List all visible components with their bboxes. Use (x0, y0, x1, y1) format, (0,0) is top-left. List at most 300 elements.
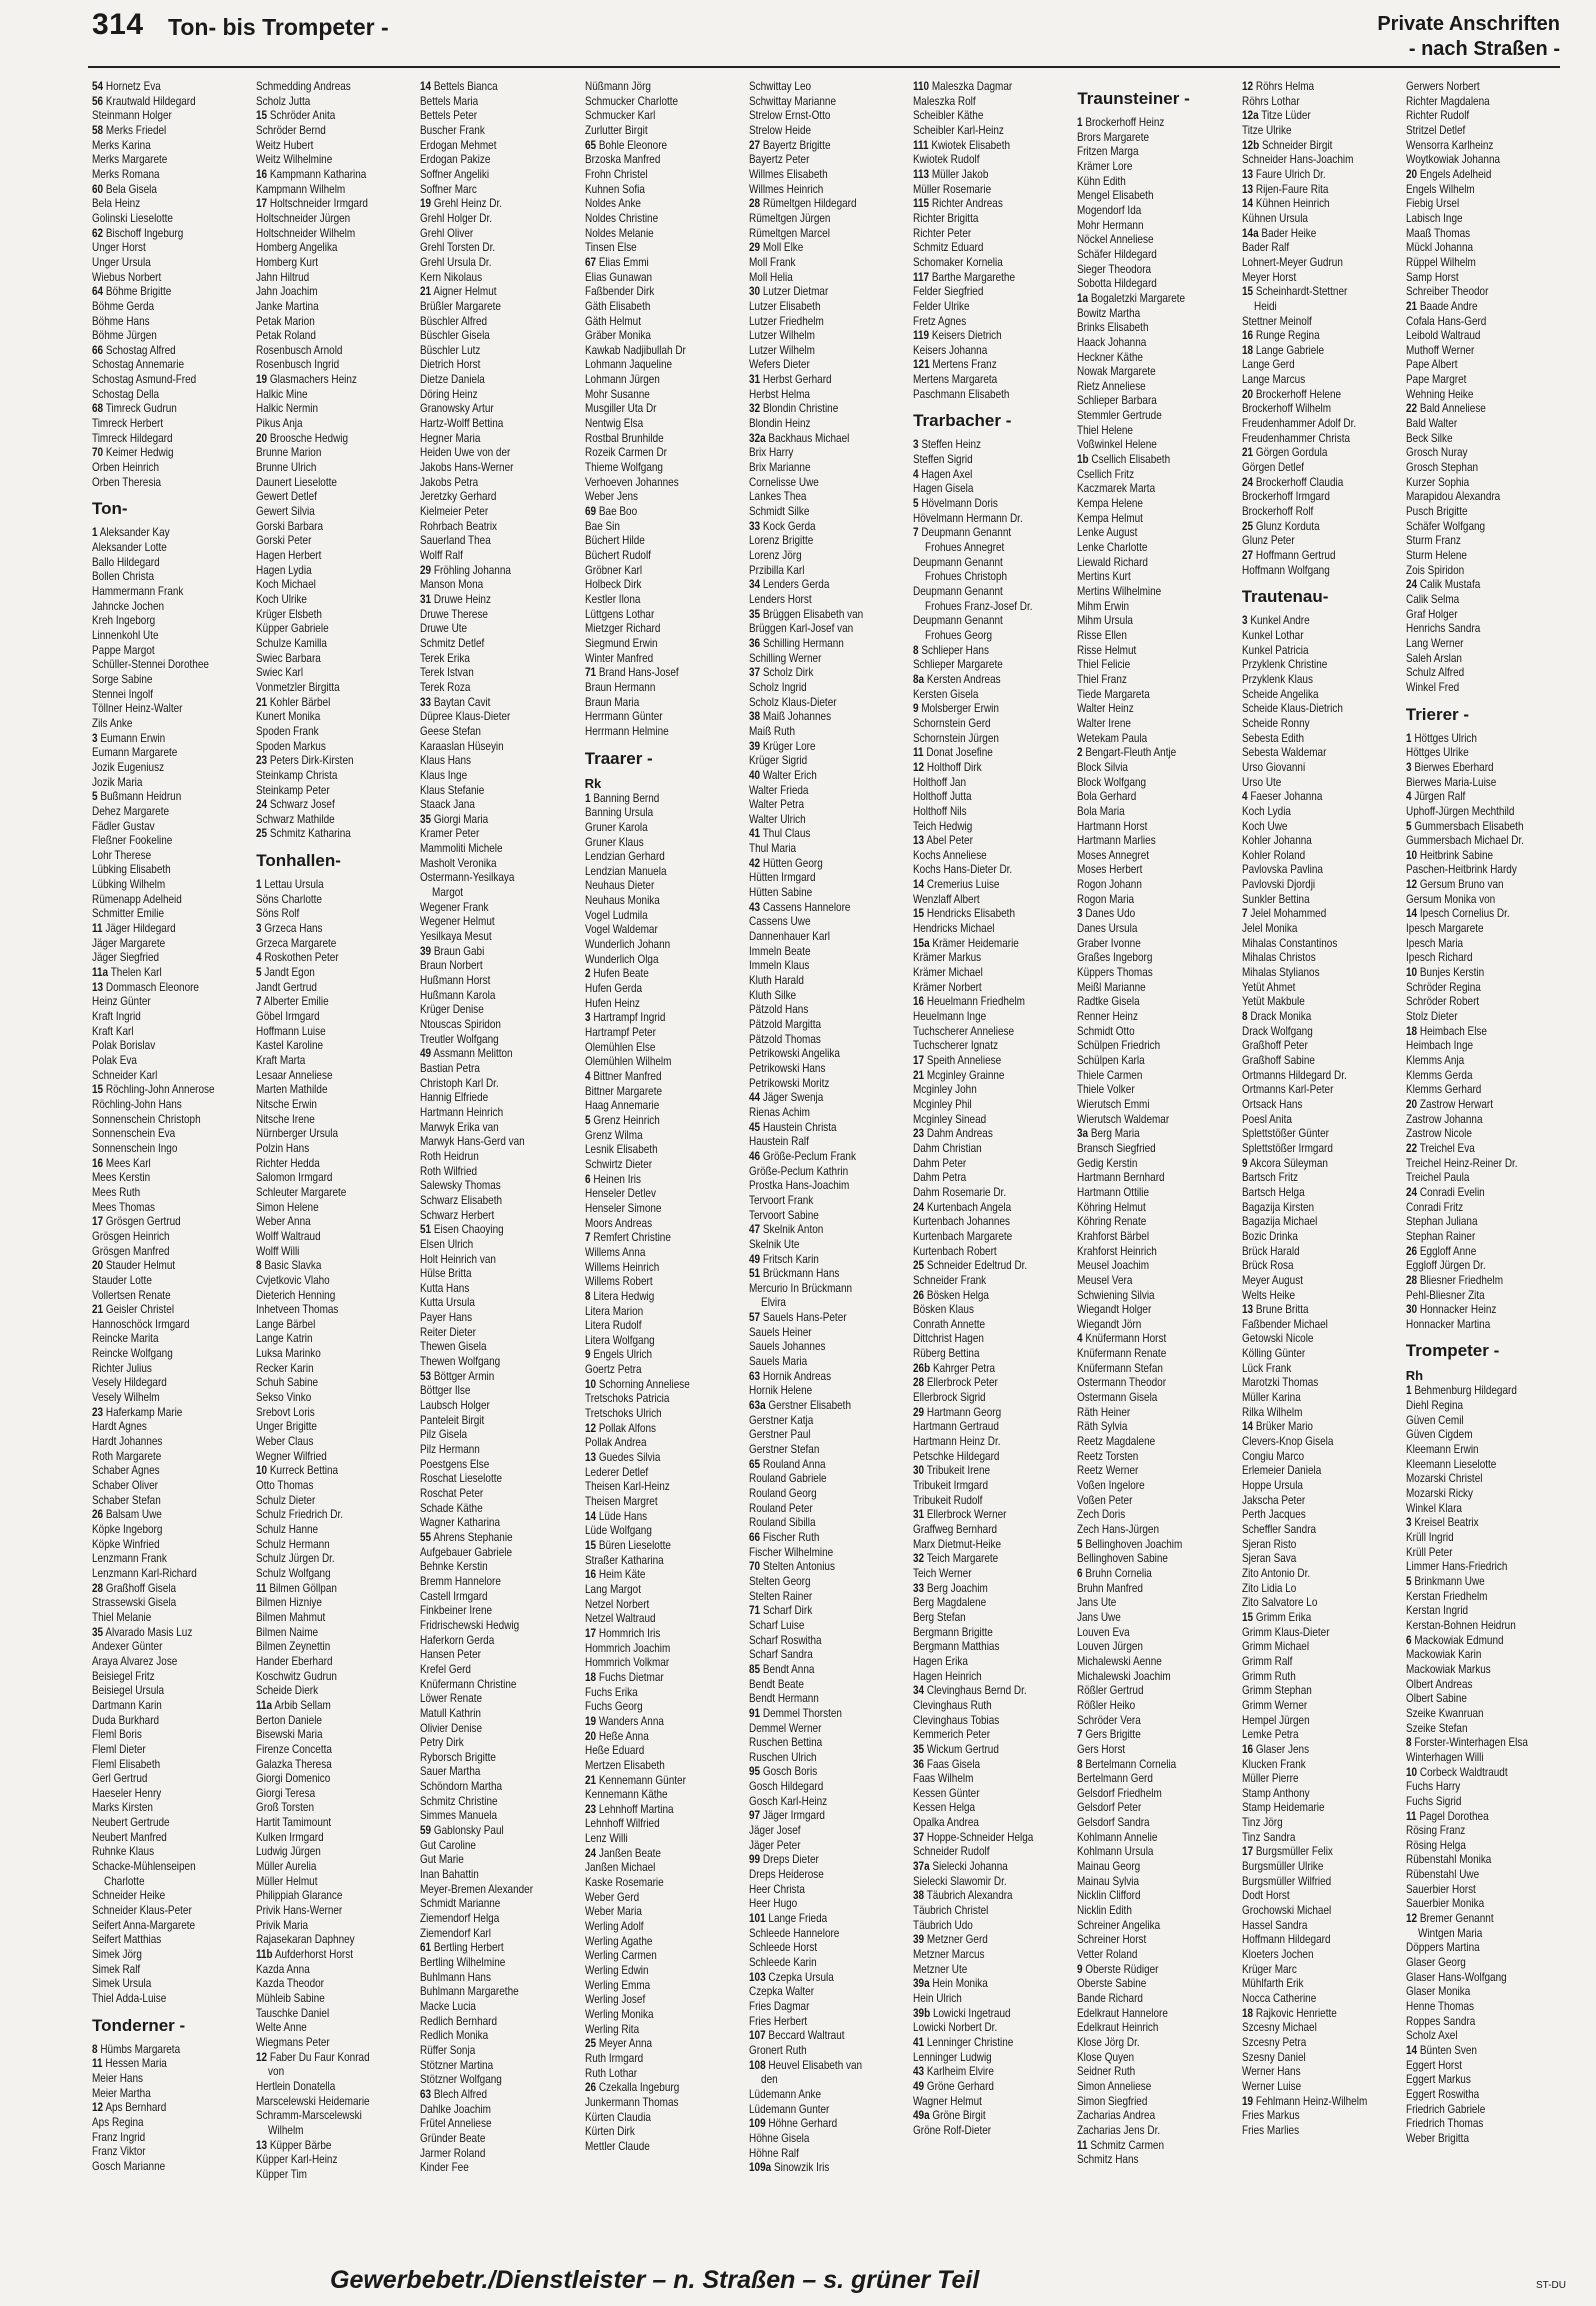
resident-name: Gruner Karola (584, 820, 648, 834)
resident-name: Heckner Käthe (1077, 350, 1144, 364)
resident-name: Sauer Martha (420, 1765, 481, 1779)
resident-name: Teich Hedwig (913, 819, 973, 833)
resident-name: Schmitz Eduard (913, 241, 984, 255)
resident-name: Brockerhoff Claudia (1255, 475, 1343, 489)
resident-name: Köhring Renate (1077, 1215, 1147, 1229)
list-item (1242, 1142, 1398, 1157)
resident-name: Woytkowiak Johanna (1405, 153, 1500, 167)
list-item (256, 1376, 412, 1391)
list-item (1242, 2036, 1398, 2051)
list-item (420, 930, 576, 945)
resident-name: Jakscha Peter (1241, 1493, 1305, 1507)
resident-name: Koch Ulrike (256, 592, 308, 606)
resident-name: Schwittay Leo (748, 80, 811, 93)
list-item (1406, 746, 1562, 761)
list-item (749, 1707, 905, 1722)
house-number: 15 (92, 1083, 104, 1097)
resident-name: Splettstößer Irmgard (1241, 1141, 1333, 1155)
house-number: 11 (256, 1581, 267, 1595)
page-footer (0, 2262, 1596, 2302)
list-item (1077, 1552, 1233, 1567)
list-item (256, 256, 412, 271)
list-item (92, 1435, 248, 1450)
list-item (1242, 1611, 1398, 1626)
list-item (1242, 937, 1398, 952)
house-number: 42 (748, 856, 760, 870)
list-item (913, 1626, 1069, 1641)
resident-name: Kersten Gisela (913, 687, 979, 701)
list-item (92, 124, 248, 139)
resident-name: Räth Sylvia (1077, 1420, 1128, 1434)
resident-name: Burgsmüller Wilfried (1241, 1874, 1331, 1888)
list-item (585, 1202, 741, 1217)
list-item (749, 813, 905, 828)
resident-name: Faas Wilhelm (913, 1772, 974, 1786)
resident-name: Schmidt Silke (748, 505, 810, 519)
resident-name: Mengel Elisabeth (1077, 189, 1154, 203)
list-item (913, 1699, 1069, 1714)
resident-name: Ludwig Jürgen (256, 1845, 322, 1859)
house-number: 39 (420, 944, 432, 958)
resident-name: Beisiegel Fritz (92, 1669, 155, 1683)
resident-name: Perth Jacques (1241, 1508, 1306, 1522)
resident-name: Clevers-Knop Gisela (1241, 1435, 1333, 1449)
list-item (256, 285, 412, 300)
resident-name: Baytan Cavit (434, 695, 491, 709)
resident-name: Treichel Heinz-Reiner Dr. (1405, 1156, 1518, 1170)
resident-name: Giorgi Teresa (256, 1786, 316, 1800)
house-number: 113 (913, 167, 930, 181)
resident-name: Stauder Lotte (92, 1273, 152, 1287)
list-item (420, 1238, 576, 1253)
resident-name: Klose Jörg Dr. (1077, 2035, 1140, 2049)
resident-name: Metzner Ute (913, 1962, 968, 1976)
resident-name: Radtke Gisela (1077, 995, 1140, 1009)
list-item (256, 1904, 412, 1919)
list-item (1406, 534, 1562, 549)
resident-name: Kohlmann Annelie (1077, 1830, 1158, 1844)
list-item (585, 388, 741, 403)
resident-name: Thiel Helene (1077, 423, 1134, 437)
resident-name: Haag Annemarie (584, 1099, 659, 1113)
resident-name: Deupmann Genannt (913, 555, 1003, 569)
list-item (256, 1318, 412, 1333)
resident-name: Sebesta Waldemar (1241, 746, 1326, 760)
list-item (1077, 2065, 1233, 2080)
resident-name: Steinmann Holger (92, 109, 172, 123)
house-number: 21 (1405, 299, 1417, 313)
resident-name: Steffen Sigrid (913, 453, 973, 467)
resident-name: Lange Bärbel (256, 1317, 316, 1331)
list-item (92, 644, 248, 659)
resident-name: Maiß Ruth (748, 724, 795, 738)
list-item (1242, 1332, 1398, 1347)
house-number: 24 (1405, 578, 1417, 592)
resident-name: Brück Rosa (1241, 1259, 1294, 1273)
list-item (256, 1743, 412, 1758)
resident-name: Haustein Ralf (748, 1135, 809, 1149)
resident-name: Bollen Christa (92, 570, 155, 584)
house-number: 26 (913, 1288, 925, 1302)
resident-name: Tiede Margareta (1077, 687, 1151, 701)
resident-name: Wegner Wilfried (256, 1449, 327, 1463)
resident-name: Timreck Hildegard (92, 431, 173, 445)
house-number: 70 (748, 1560, 760, 1574)
resident-name: Neuhaus Dieter (584, 879, 654, 893)
resident-name: Schwarz Elisabeth (420, 1193, 503, 1207)
resident-name: Richter Julius (92, 1361, 152, 1375)
resident-name: Calik Selma (1405, 592, 1459, 606)
resident-name: Seifert Matthias (92, 1933, 162, 1947)
house-number: 10 (1405, 848, 1417, 862)
house-number: 19 (1241, 2094, 1253, 2108)
resident-name: Zois Spiridon (1405, 563, 1464, 577)
list-item (1077, 1025, 1233, 1040)
resident-name: Jozik Maria (92, 775, 143, 789)
resident-name: Glaser Jens (1255, 1742, 1309, 1756)
list-item (585, 1979, 741, 1994)
resident-name: Lutzer Wilhelm (748, 329, 815, 343)
resident-name: Jakobs Hans-Werner (420, 461, 514, 475)
section-title (1377, 12, 1560, 62)
resident-name: Bergmann Brigitte (913, 1625, 993, 1639)
list-item (420, 212, 576, 227)
directory-column (585, 80, 741, 2252)
list-item (92, 1963, 248, 1978)
resident-name: Reincke Wolfgang (92, 1347, 173, 1361)
resident-name: Gröbner Karl (584, 563, 642, 577)
resident-name: Schöndorn Martha (420, 1780, 503, 1794)
resident-name: Gut Caroline (420, 1838, 477, 1852)
list-item (1242, 1098, 1398, 1113)
resident-name: Gorski Peter (256, 534, 312, 548)
resident-name: Thiele Carmen (1077, 1068, 1143, 1082)
list-item (1077, 1186, 1233, 1201)
list-item (92, 2145, 248, 2160)
resident-name: Grzeca Hans (264, 922, 323, 936)
list-item (1077, 673, 1233, 688)
list-item (92, 1919, 248, 1934)
resident-name: Jäger Swenja (762, 1091, 824, 1105)
list-item (1406, 417, 1562, 432)
list-item (256, 1977, 412, 1992)
resident-name: Mertens Margareta (913, 373, 998, 387)
list-item (420, 2117, 576, 2132)
list-item (1406, 344, 1562, 359)
resident-name: Schleede Horst (748, 1941, 818, 1955)
resident-name: Schornstein Gerd (913, 716, 991, 730)
resident-name: Simon Helene (256, 1200, 319, 1214)
list-item (585, 938, 741, 953)
resident-name: Braun Hermann (584, 680, 656, 694)
resident-name: Hoppe-Schneider Helga (926, 1830, 1034, 1844)
resident-name: Pilz Gisela (420, 1428, 468, 1442)
list-item (256, 564, 412, 579)
resident-name: Litera Marion (584, 1304, 643, 1318)
resident-name: Lohmann Jaqueline (584, 358, 672, 372)
house-number: 28 (1405, 1273, 1417, 1287)
list-item (1242, 1274, 1398, 1289)
list-item (1242, 1010, 1398, 1025)
list-item (585, 1612, 741, 1627)
resident-name: Keisers Johanna (913, 343, 988, 357)
resident-name: Werling Adolf (584, 1920, 644, 1934)
resident-name: Mcginley Grainne (926, 1068, 1005, 1082)
list-item (913, 2095, 1069, 2110)
list-item (1242, 1948, 1398, 1963)
list-item (913, 1611, 1069, 1626)
resident-name: Hoffmann Gertrud (1255, 549, 1336, 562)
list-item (1406, 1230, 1562, 1245)
list-item (1406, 790, 1562, 805)
list-item (256, 893, 412, 908)
resident-name: Faeser Johanna (1249, 790, 1322, 804)
list-item (1242, 1186, 1398, 1201)
resident-name: Tinsen Else (584, 241, 637, 255)
list-item (420, 1033, 576, 1048)
list-item (1242, 1069, 1398, 1084)
resident-name: Grösgen Manfred (92, 1244, 170, 1258)
list-item (1406, 1985, 1562, 2000)
list-item (1406, 1941, 1562, 1956)
list-item (1406, 300, 1562, 315)
resident-name: Heße Anna (598, 1729, 649, 1743)
resident-name: Bettels Peter (420, 109, 478, 123)
list-item (420, 1780, 576, 1795)
list-item (420, 1619, 576, 1634)
resident-name: Brockerhoff Irmgard (1241, 490, 1330, 504)
resident-name: Lenders Horst (748, 592, 812, 606)
resident-name: Panteleit Birgit (420, 1413, 485, 1427)
list-item (1077, 1860, 1233, 1875)
list-item (92, 1508, 248, 1523)
house-number: 13 (1241, 167, 1253, 181)
resident-name: Lange Frieda (768, 1912, 828, 1926)
resident-name: Wierutsch Waldemar (1077, 1112, 1170, 1126)
resident-name: Höttges Ulrike (1405, 746, 1469, 760)
list-item (1077, 1039, 1233, 1054)
resident-name: Lüttgens Lothar (584, 607, 654, 621)
house-number: 26b (913, 1361, 931, 1375)
resident-name: Spoden Frank (256, 724, 319, 738)
list-item (1406, 966, 1562, 981)
resident-name: Jäger Josef (748, 1824, 801, 1838)
list-item (1406, 1531, 1562, 1546)
list-item (749, 2073, 905, 2088)
house-number: 25 (256, 827, 268, 841)
resident-name: Kluth Harald (748, 974, 804, 988)
list-item (749, 769, 905, 784)
resident-name: Schulz Hermann (256, 1537, 330, 1551)
list-item (420, 2059, 576, 2074)
house-number: 7 (913, 526, 919, 540)
list-item (1077, 966, 1233, 981)
resident-name: Müller Jakob (931, 167, 989, 181)
list-item (913, 1728, 1069, 1743)
list-item (585, 696, 741, 711)
resident-name: Kramer Peter (420, 827, 480, 841)
list-item (585, 476, 741, 491)
list-item (1242, 922, 1398, 937)
resident-name: Rogon Maria (1077, 892, 1135, 906)
resident-name: Zacharias Andrea (1077, 2109, 1156, 2123)
resident-name: Bald Anneliese (1419, 402, 1486, 416)
house-number: 20 (1405, 167, 1417, 181)
list-item (420, 1003, 576, 1018)
list-item (1077, 1157, 1233, 1172)
resident-name: Donat Josefine (926, 746, 993, 760)
list-item (256, 1010, 412, 1025)
list-item (1242, 1435, 1398, 1450)
list-item (92, 1362, 248, 1377)
resident-name: Schorning Anneliese (598, 1377, 690, 1391)
list-item (1406, 285, 1562, 300)
list-item (256, 1992, 412, 2007)
list-item (1077, 585, 1233, 600)
list-item (585, 953, 741, 968)
house-number: 19 (256, 373, 268, 387)
list-item (1242, 1772, 1398, 1787)
resident-name: Marscelewski Heidemarie (256, 2094, 370, 2108)
list-item (92, 1245, 248, 1260)
house-number: 63 (748, 1369, 760, 1383)
house-number: 69 (584, 505, 596, 519)
resident-name: Beisiegel Ursula (92, 1684, 165, 1698)
list-item (420, 769, 576, 784)
list-item (913, 1831, 1069, 1846)
list-item (749, 974, 905, 989)
list-item (1406, 1259, 1562, 1274)
resident-name: Werling Edwin (584, 1964, 649, 1978)
list-item (1077, 380, 1233, 395)
list-item (1242, 1289, 1398, 1304)
list-item (1406, 1707, 1562, 1722)
resident-name: Lübking Elisabeth (92, 863, 171, 877)
house-number: 5 (913, 497, 919, 511)
list-item (1406, 490, 1562, 505)
resident-name: Meyer August (1241, 1273, 1303, 1287)
resident-name: Köpke Winfried (92, 1537, 160, 1551)
house-number: 14 (420, 80, 432, 93)
resident-name: Schleede Hannelore (748, 1926, 840, 1940)
list-item (585, 256, 741, 271)
resident-name: Rozeik Carmen Dr (584, 446, 667, 460)
list-item (913, 1860, 1069, 1875)
resident-name: Lederer Detlef (584, 1465, 648, 1479)
list-item (749, 300, 905, 315)
resident-name: Roppes Sandra (1405, 2014, 1476, 2028)
house-number: 41 (748, 827, 760, 841)
list-item (1406, 951, 1562, 966)
resident-name: Csellich Elisabeth (1091, 453, 1171, 467)
resident-name: Hülse Britta (420, 1267, 472, 1281)
list-item (420, 725, 576, 740)
resident-name: Schmitter Emilie (92, 907, 165, 921)
list-item (1406, 761, 1562, 776)
resident-name: Aps Bernhard (105, 2101, 167, 2115)
resident-name: Bünten Sven (1419, 2044, 1477, 2057)
list-item (1406, 1054, 1562, 1069)
resident-name: Roth Heidrun (420, 1149, 480, 1163)
resident-name: Zacharias Jens Dr. (1077, 2123, 1161, 2137)
house-number: 41 (913, 2035, 925, 2049)
list-item (1406, 981, 1562, 996)
resident-name: Lenke Charlotte (1077, 541, 1148, 555)
list-item (913, 227, 1069, 242)
list-item (92, 402, 248, 417)
resident-name: Täubrich Udo (913, 1918, 973, 1932)
list-item (420, 593, 576, 608)
list-item (585, 1319, 741, 1334)
list-item (1077, 805, 1233, 820)
resident-name: Scharf Roswitha (748, 1633, 822, 1647)
list-item (585, 2067, 741, 2082)
list-item (913, 556, 1069, 571)
house-number: 43 (748, 900, 760, 914)
list-item (749, 564, 905, 579)
resident-name: Rösing Helga (1405, 1838, 1466, 1852)
resident-name: Hassel Sandra (1241, 1918, 1307, 1932)
resident-name: Soffner Marc (420, 182, 478, 196)
list-item (1242, 761, 1398, 776)
resident-name: Unger Horst (92, 241, 146, 255)
resident-name: Lehnhoff Martina (598, 1802, 674, 1816)
resident-name: Alberter Emilie (263, 995, 329, 1009)
resident-name: Rümeltgen Marcel (748, 226, 830, 240)
list-item (1077, 2051, 1233, 2066)
resident-name: Kazda Theodor (256, 1977, 325, 1991)
list-item (585, 490, 741, 505)
resident-name: Hoffmann Wolfgang (1241, 563, 1330, 577)
resident-name: Dieterich Henning (256, 1288, 336, 1302)
resident-name: Samp Horst (1405, 270, 1459, 284)
resident-name: Bergmann Matthias (913, 1640, 1000, 1654)
list-item (749, 212, 905, 227)
resident-name: Labisch Inge (1405, 211, 1463, 225)
resident-name: Heiden Uwe von der (420, 446, 511, 460)
resident-name: Steinkamp Christa (256, 768, 338, 782)
list-item (420, 520, 576, 535)
resident-name: Masholt Veronika (420, 856, 497, 870)
house-number: 30 (913, 1464, 925, 1478)
list-item (749, 666, 905, 681)
resident-name: Henseler Detlev (584, 1187, 656, 1201)
resident-name: Grimm Ralf (1241, 1654, 1292, 1668)
resident-name: Braun Maria (584, 695, 639, 709)
resident-name: Poesl Anita (1241, 1112, 1292, 1126)
house-number: 11a (256, 1698, 273, 1712)
list-item (1077, 1435, 1233, 1450)
resident-name: Schomaker Kornelia (913, 255, 1003, 269)
resident-name: Bellinghoven Sabine (1077, 1552, 1169, 1566)
list-item (1406, 849, 1562, 864)
list-item (256, 109, 412, 124)
list-item (1242, 534, 1398, 549)
list-item (1406, 315, 1562, 330)
resident-name: Dodt Horst (1241, 1889, 1290, 1903)
resident-name: Fehlmann Heinz-Wilhelm (1255, 2094, 1367, 2108)
resident-name: Söns Charlotte (256, 892, 323, 906)
list-item (913, 1758, 1069, 1773)
resident-name: Schwarz Herbert (420, 1208, 495, 1222)
house-number: 4 (584, 1070, 591, 1083)
resident-name: Aleksander Kay (99, 526, 170, 540)
resident-name: Mackowiak Karin (1405, 1648, 1482, 1662)
resident-name: Bertling Wilhelmine (420, 1956, 506, 1969)
resident-name: Heuvel Elisabeth van (768, 2058, 862, 2072)
list-item (1077, 512, 1233, 527)
list-item (913, 981, 1069, 996)
